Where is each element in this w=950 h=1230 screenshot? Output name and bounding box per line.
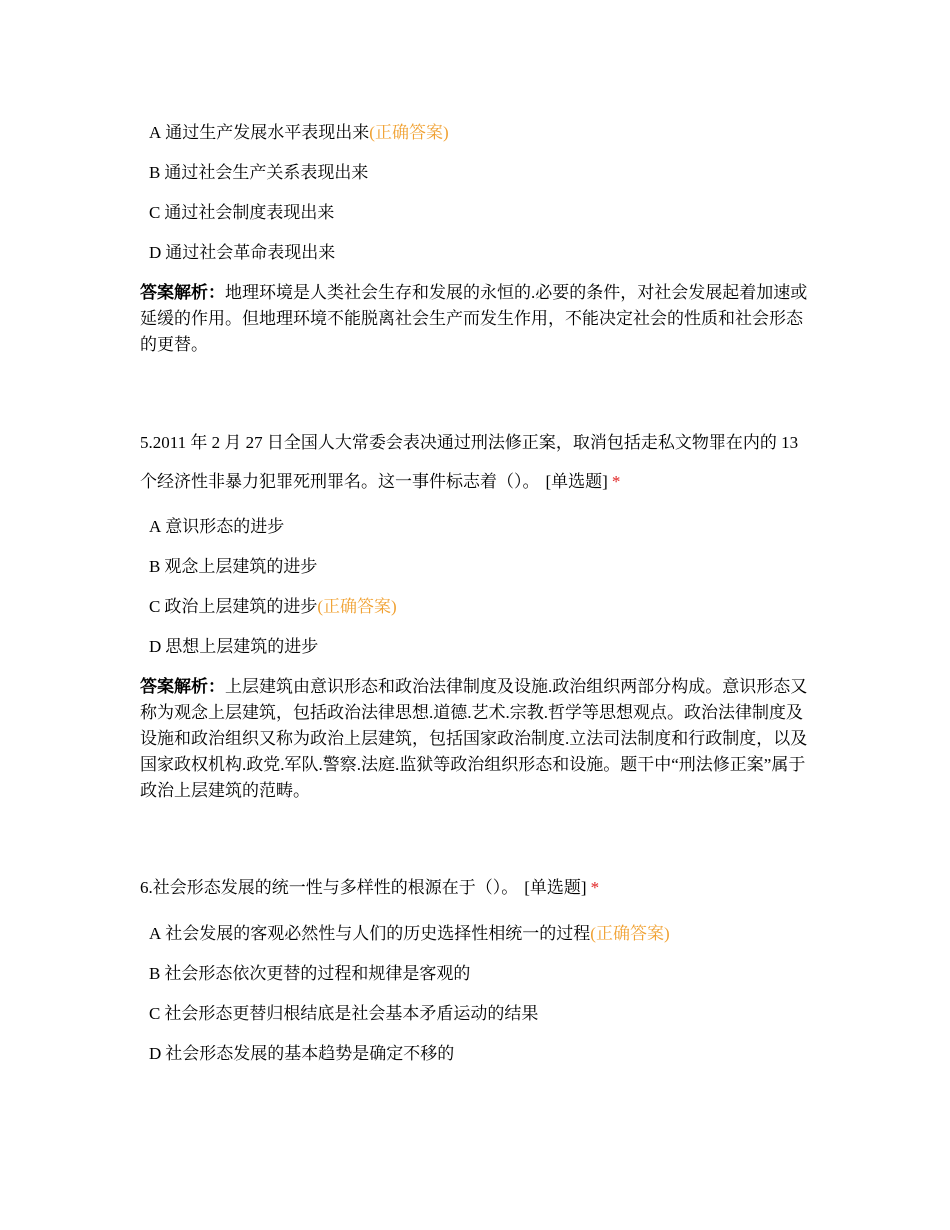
- correct-answer-tag: (正确答案): [369, 123, 449, 142]
- option-text: 思想上层建筑的进步: [165, 637, 319, 656]
- option-letter: B: [149, 964, 161, 983]
- question-text: 5.2011 年 2 月 27 日全国人大常委会表决通过刑法修正案，取消包括走私文物罪在内的 13 个经济性非暴力犯罪死刑罪名。这一事件标志着（）。: [140, 433, 799, 491]
- option-text: 通过生产发展水平表现出来: [165, 123, 370, 142]
- option-letter: C: [149, 597, 161, 616]
- option-letter: A: [149, 924, 162, 943]
- option-text: 社会形态依次更替的过程和规律是客观的: [164, 964, 471, 983]
- option-text: 通过社会制度表现出来: [164, 203, 335, 222]
- question-text: 6.社会形态发展的统一性与多样性的根源在于（）。: [140, 878, 519, 897]
- q5-option-a[interactable]: [149, 516, 284, 538]
- option-letter: D: [149, 637, 162, 656]
- option-letter: A: [149, 517, 162, 536]
- option-letter: C: [149, 203, 161, 222]
- option-letter: D: [149, 1044, 162, 1063]
- option-text: 政治上层建筑的进步: [164, 597, 318, 616]
- option-letter: A: [149, 123, 162, 142]
- analysis-label: 答案解析：: [140, 283, 225, 302]
- option-text: 社会发展的客观必然性与人们的历史选择性相统一的过程: [165, 924, 591, 943]
- option-letter: B: [149, 163, 161, 182]
- option-text: 社会形态更替归根结底是社会基本矛盾运动的结果: [164, 1004, 539, 1023]
- analysis-text: 地理环境是人类社会生存和发展的永恒的.必要的条件，对社会发展起着加速或延缓的作用。但地理环境不能脱离社会生产而发生作用，不能决定社会的性质和社会形态的更替。: [140, 283, 808, 354]
- q4-option-a[interactable]: [149, 122, 449, 144]
- option-letter: B: [149, 557, 161, 576]
- option-text: 通过社会革命表现出来: [165, 243, 336, 262]
- q5-option-c[interactable]: [149, 596, 397, 618]
- q4-answer-analysis: [140, 280, 815, 358]
- required-star: *: [590, 878, 600, 897]
- q4-option-c[interactable]: [149, 202, 334, 224]
- option-text: 意识形态的进步: [165, 517, 285, 536]
- q6-option-d[interactable]: [149, 1043, 454, 1065]
- option-letter: C: [149, 1004, 161, 1023]
- q5-option-b[interactable]: [149, 556, 317, 578]
- question-type: [单选题]: [524, 878, 587, 897]
- q6-stem: [140, 868, 815, 907]
- question-type: [单选题]: [545, 472, 608, 491]
- option-text: 社会形态发展的基本趋势是确定不移的: [165, 1044, 455, 1063]
- q4-option-b[interactable]: [149, 162, 368, 184]
- analysis-text: 上层建筑由意识形态和政治法律制度及设施.政治组织两部分构成。意识形态又称为观念上层建筑，包括政治法律思想.道德.艺术.宗教.哲学等思想观点。政治法律制度及设施和政治组织又称为政治上层建筑，包括国家政治制度.立法司法制度和行政制度，以及国家政权机构.政党.军队.警察.法庭.监狱等政治组织形态和设施。题干中“刑法修正案”属于政治上层建筑的范畴。: [140, 677, 808, 800]
- q5-answer-analysis: [140, 674, 815, 804]
- correct-answer-tag: (正确答案): [317, 597, 397, 616]
- q6-option-c[interactable]: [149, 1003, 538, 1025]
- option-text: 通过社会生产关系表现出来: [164, 163, 369, 182]
- correct-answer-tag: (正确答案): [590, 924, 670, 943]
- required-star: *: [611, 472, 621, 491]
- q5-option-d[interactable]: [149, 636, 318, 658]
- option-letter: D: [149, 243, 162, 262]
- analysis-label: 答案解析：: [140, 677, 225, 696]
- q4-option-d[interactable]: [149, 242, 335, 264]
- option-text: 观念上层建筑的进步: [164, 557, 318, 576]
- q5-stem: [140, 423, 815, 501]
- q6-option-a[interactable]: [149, 923, 670, 945]
- q6-option-b[interactable]: [149, 963, 470, 985]
